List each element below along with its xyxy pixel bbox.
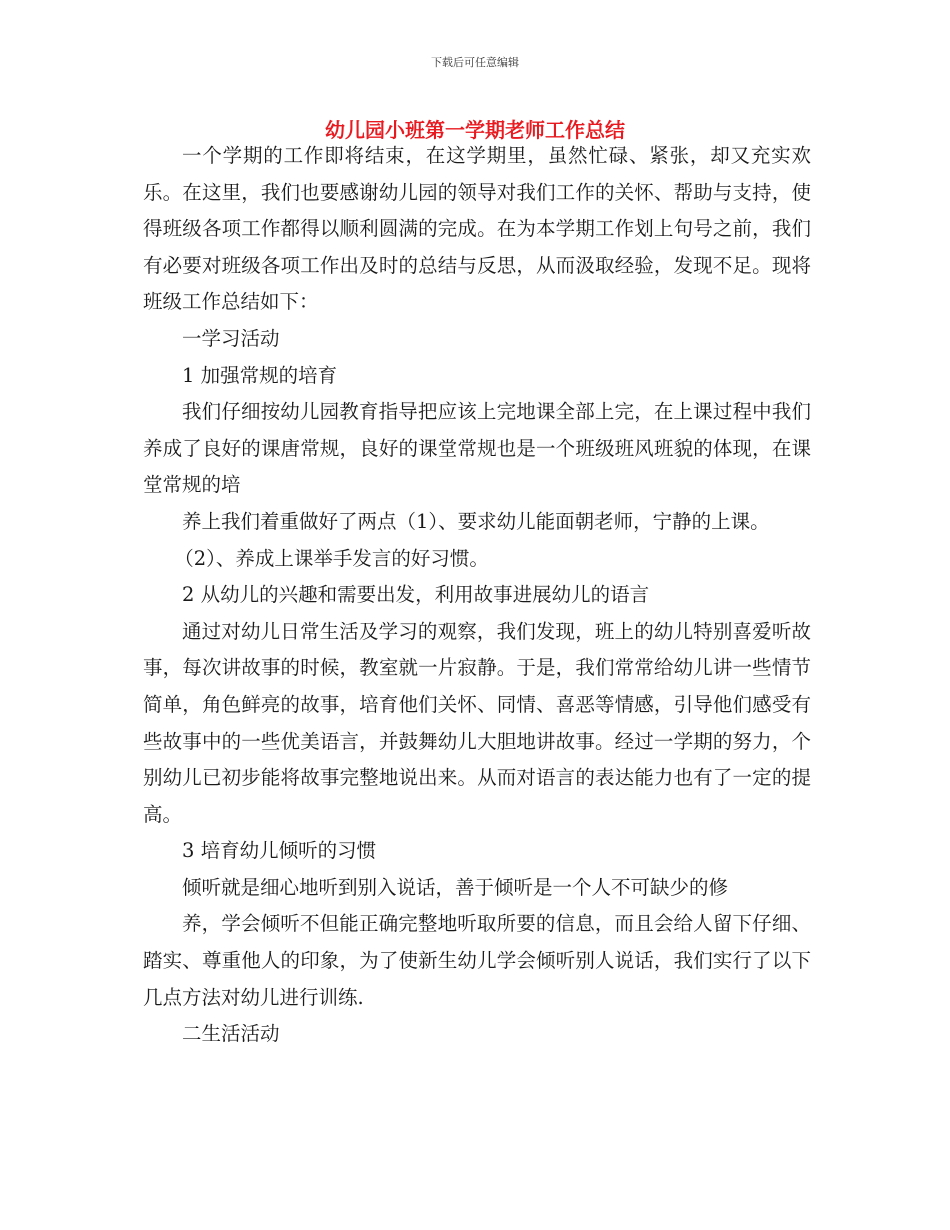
subheading-routine: 1 加强常规的培育 <box>182 363 338 387</box>
paragraph-routine: 我们仔细按幼儿园教育指导把应该上完地课全部上完，在上课过程中我们养成了良好的课唐常规，良好的课堂常规也是一个班级班风班貌的体现，在课堂常规的培 <box>143 400 811 497</box>
paragraph-listening-1: 倾听就是细心地听到别入说话，善于倾听是一个人不可缺少的修 <box>182 875 729 899</box>
paragraph-routine-points: 养上我们着重做好了两点（1）、要求幼儿能面朝老师，宁静的上课。 <box>182 509 770 533</box>
section-heading-learning: 一学习活动 <box>182 326 280 350</box>
paragraph-listening-2: 养，学会倾听不但能正确完整地听取所要的信息，而且会给人留下仔细、踏实、尊重他人的印象，为了使新生幼儿学会倾听别人说话，我们实行了以下几点方法对幼儿进行训练. <box>143 912 811 1009</box>
document-title: 幼儿园小班第一学期老师工作总结 <box>325 118 625 142</box>
paragraph-routine-point-2: （2）、养成上课举手发言的好习惯。 <box>174 546 489 570</box>
subheading-stories: 2 从幼儿的兴趣和需要出发，利用故事进展幼儿的语言 <box>182 583 650 607</box>
paragraph-intro: 一个学期的工作即将结束，在这学期里，虽然忙碌、紧张，却又充实欢乐。在这里，我们也要感谢幼儿园的领导对我们工作的关怀、帮助与支持，使得班级各项工作都得以顺利圆满的完成。在为本学期工作划上句号之前，我们有必要对班级各项工作出及时的总结与反思，从而汲取经验，发现不足。现将班级工作总结如下： <box>143 144 811 314</box>
subheading-listening: 3 培育幼儿倾听的习惯 <box>182 839 377 863</box>
paragraph-stories: 通过对幼儿日常生活及学习的观察，我们发现，班上的幼儿特别喜爱听故事，每次讲故事的时候，教室就一片寂静。于是，我们常常给幼儿讲一些情节简单，角色鲜亮的故事，培育他们关怀、同情、喜恶等情感，引导他们感受有些故事中的一些优美语言，并鼓舞幼儿大胆地讲故事。经过一学期的努力，个别幼儿已初步能将故事完整地说出来。从而对语言的表达能力也有了一定的提高。 <box>143 619 811 826</box>
header-note: 下载后可任意编辑 <box>431 56 519 69</box>
document-body <box>143 138 811 1053</box>
section-heading-life: 二生活活动 <box>182 1022 280 1046</box>
